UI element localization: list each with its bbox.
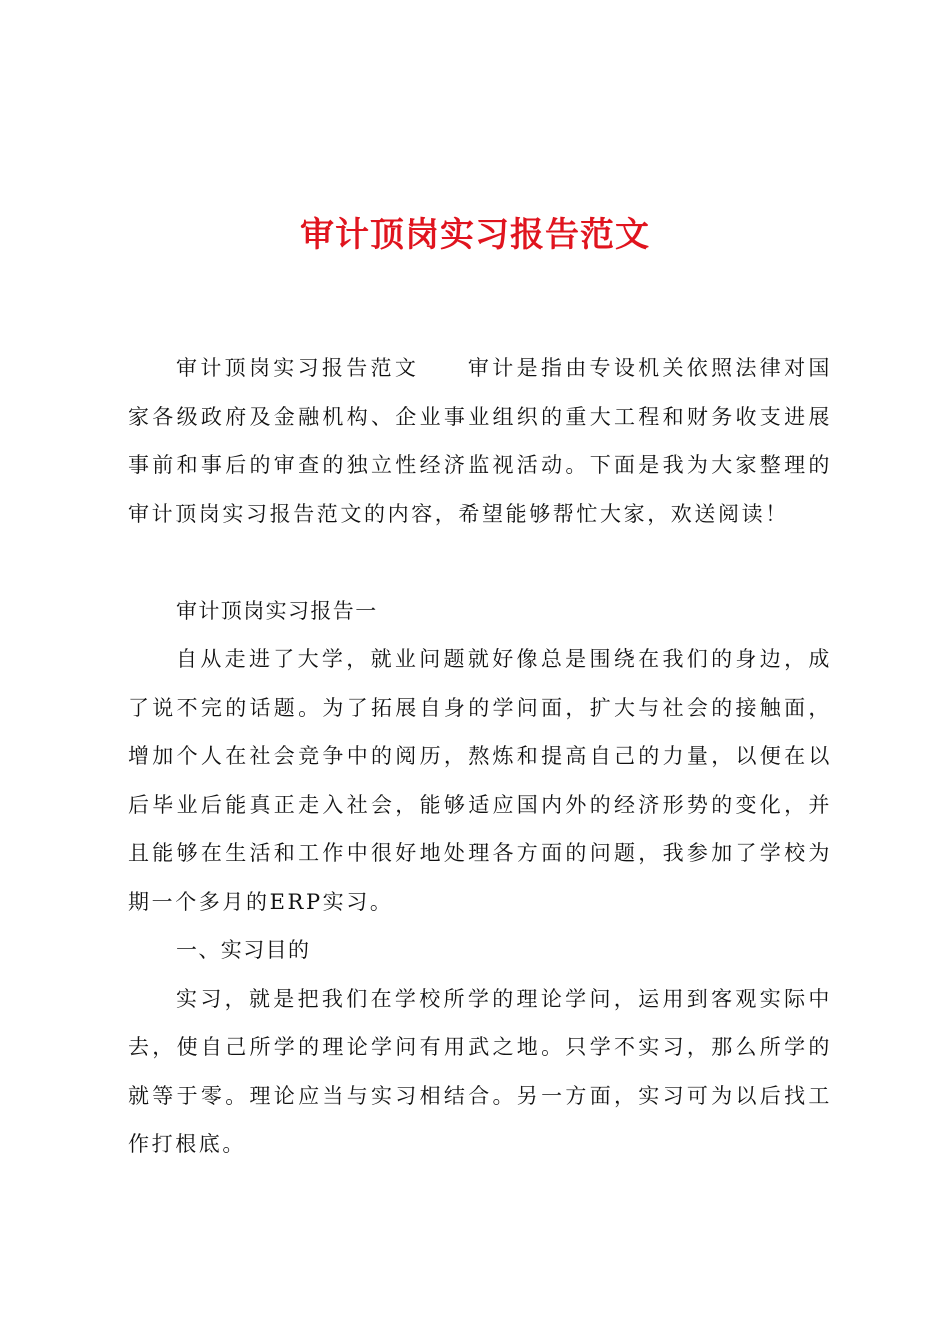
intro-lead: 审计顶岗实习报告范文 xyxy=(176,356,420,380)
intro-paragraph xyxy=(128,344,832,538)
document-body xyxy=(128,344,832,1169)
section-heading-purpose: 一、实习目的 xyxy=(176,938,311,962)
body-paragraph-2: 实习，就是把我们在学校所学的理论学问，运用到客观实际中去，使自己所学的理论学问有用武之地。只学不实习，那么所学的就等于零。理论应当与实习相结合。另一方面，实习可为以后找工作打根底。 xyxy=(128,986,832,1156)
intro-text: 审计是指由专设机关依照法律对国家各级政府及金融机构、企业事业组织的重大工程和财务收支进展事前和事后的审查的独立性经济监视活动。下面是我为大家整理的审计顶岗实习报告范文的内容，希望能够帮忙大家，欢送阅读！ xyxy=(128,356,833,526)
report-heading: 审计顶岗实习报告一 xyxy=(176,598,378,623)
paragraph-gap xyxy=(128,538,832,587)
document-title: 审计顶岗实习报告范文 xyxy=(300,215,650,255)
body-paragraph-1: 自从走进了大学，就业问题就好像总是围绕在我们的身边，成了说不完的话题。为了拓展自身的学问面，扩大与社会的接触面，增加个人在社会竞争中的阅历，熬炼和提高自己的力量，以便在以后毕业后能真正走入社会，能够适应国内外的经济形势的变化，并且能够在生活和工作中很好地处理各方面的问题，我参加了学校为期一个多月的ERP实习。 xyxy=(128,647,832,914)
